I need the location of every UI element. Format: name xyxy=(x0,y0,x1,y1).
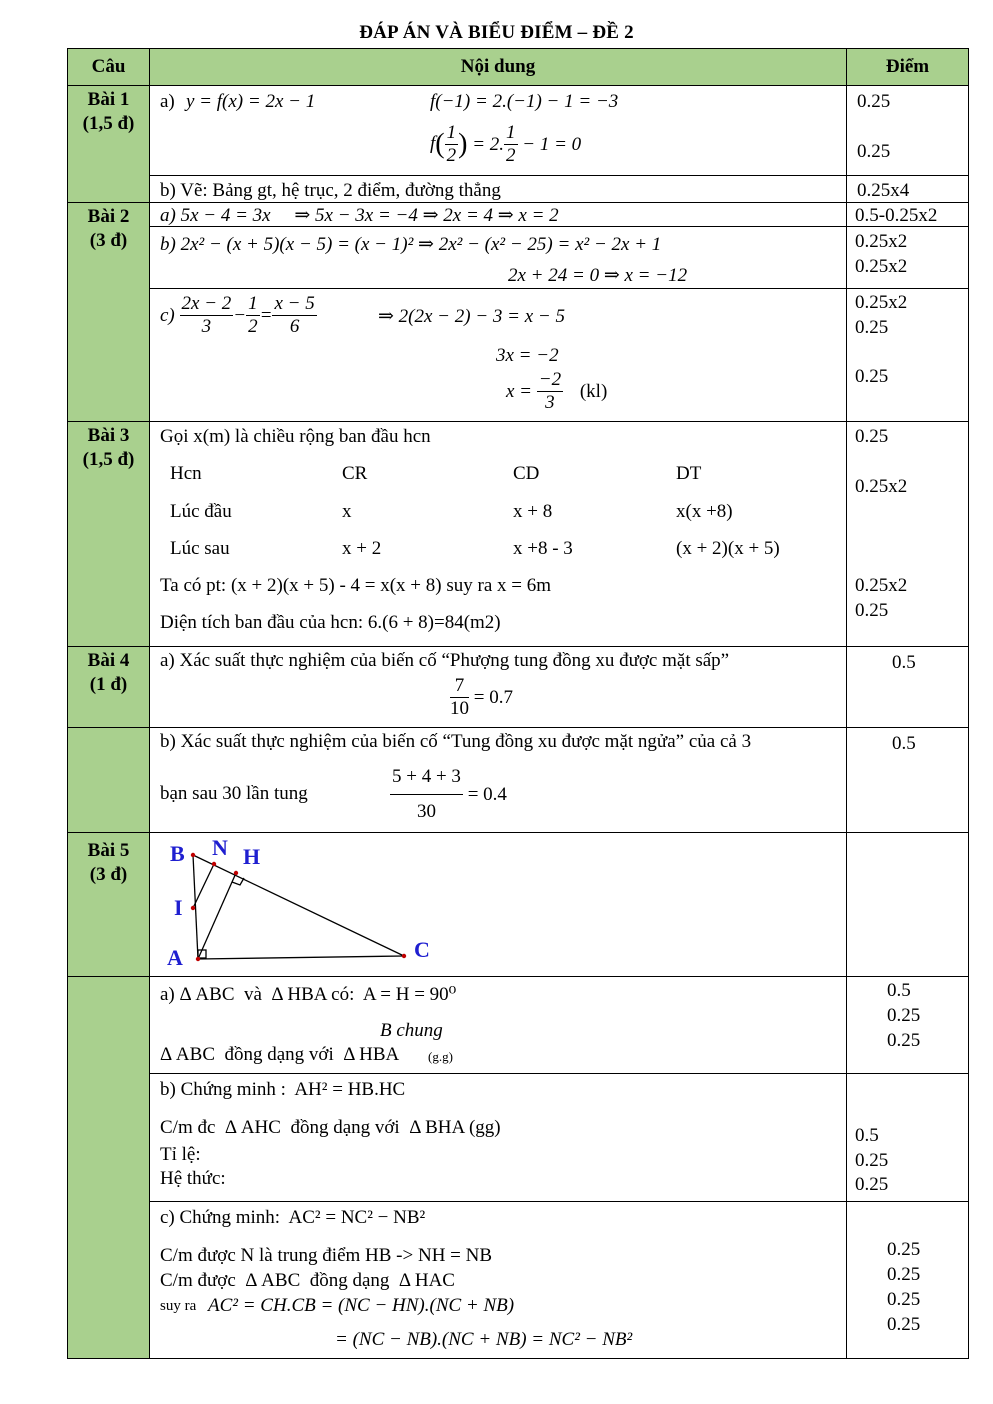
bai1-a-prefix: a) xyxy=(160,91,175,112)
bai3-r1-c4: x(x +8) xyxy=(676,501,733,522)
bai2-b-row xyxy=(68,227,969,289)
bai2-c-score2: 0.25 xyxy=(855,317,889,338)
bai5-figure-cell xyxy=(150,833,847,977)
label-b: B xyxy=(170,841,185,866)
bai3-r2-c3: x +8 - 3 xyxy=(513,538,573,559)
bai5-a-score-cell xyxy=(847,977,969,1074)
bai5-a-row xyxy=(68,977,969,1074)
bai1-label: Bài 1 xyxy=(87,89,130,110)
bai4-b-formula xyxy=(390,766,507,823)
bai4-b-line2: bạn sau 30 lần tung xyxy=(160,783,308,804)
bai5-b-score-cell xyxy=(847,1074,969,1202)
bai4-a-row xyxy=(68,647,969,728)
bai2-c-frac1-num: 2x − 2 xyxy=(181,293,232,314)
bai3-score1: 0.25 xyxy=(855,426,889,447)
bai4-a-content xyxy=(150,647,847,728)
bai5-b-row xyxy=(68,1074,969,1202)
header-diem: Điểm xyxy=(847,49,969,86)
bai5-a-gg: (g.g) xyxy=(428,1049,453,1064)
bai2-c-prefix: c) xyxy=(160,305,175,326)
bai5-label: Bài 5 xyxy=(87,840,130,861)
bai5-c-line2: C/m được N là trung điểm HB -> NH = NB xyxy=(160,1245,493,1266)
bai4-label-cell xyxy=(68,647,150,728)
bai2-c-frac1-den: 3 xyxy=(201,316,212,337)
bai3-points: (1,5 đ) xyxy=(82,449,135,470)
bai5-b-score1: 0.5 xyxy=(855,1125,879,1146)
bai2-c-r3-den: 3 xyxy=(545,392,555,413)
bai4-a-score: 0.5 xyxy=(892,652,916,673)
bai5-a-score3: 0.25 xyxy=(887,1030,921,1051)
bai4-b-score-cell xyxy=(847,728,969,833)
bai2-b-line1: b) 2x² − (x + 5)(x − 5) = (x − 1)² ⇒ 2x² − (x² − 25) = x² − 2x + 1 xyxy=(160,234,662,255)
bai2-c-r3-x: x = xyxy=(506,381,533,402)
point-n xyxy=(212,862,216,866)
bai5-b-line2: C/m đc Δ AHC đồng dạng với Δ BHA (gg) xyxy=(160,1117,501,1138)
bai2-c-row xyxy=(68,289,969,422)
bai3-r2-c4: (x + 2)(x + 5) xyxy=(676,538,780,559)
bai4-b-content xyxy=(150,728,847,833)
bai5-c-line3: C/m được Δ ABC đồng dạng Δ HAC xyxy=(160,1270,455,1291)
bai2-c-minus: − xyxy=(233,305,247,326)
bai2-points: (3 đ) xyxy=(89,230,128,251)
bai4-a-frac xyxy=(450,675,469,720)
bai5-label-cell xyxy=(68,833,150,977)
point-b xyxy=(191,853,195,857)
bai5-c-line5: = (NC − NB).(NC + NB) = NC² − NB² xyxy=(335,1329,633,1350)
bai4-label: Bài 4 xyxy=(87,650,130,671)
bai4-b-result: = 0.4 xyxy=(467,784,507,805)
bai2-c-frac3-num: x − 5 xyxy=(274,293,315,314)
bai1-a-eq2-mid: = 2. xyxy=(472,134,505,155)
bai4-a-text: a) Xác suất thực nghiệm của biến cố “Phượng tung đồng xu được mặt sấp” xyxy=(160,650,730,671)
bai5-a-score1: 0.5 xyxy=(887,980,911,1001)
bai4-a-num: 7 xyxy=(450,675,469,698)
header-cau: Câu xyxy=(68,49,150,86)
triangle-figure xyxy=(150,833,450,973)
label-c: C xyxy=(414,937,430,962)
bai3-score4: 0.25 xyxy=(855,600,889,621)
bai2-c-kl: (kl) xyxy=(579,381,608,402)
bai5-c-score1: 0.25 xyxy=(887,1239,921,1260)
point-i xyxy=(191,906,195,910)
bai2-a-content xyxy=(150,203,847,227)
bai5-b-line3: Tỉ lệ: xyxy=(160,1144,201,1165)
point-c xyxy=(402,954,406,958)
label-i: I xyxy=(174,895,183,920)
bai3-r1-c1: Lúc đầu xyxy=(170,501,232,522)
bai2-c-lhs xyxy=(160,293,317,338)
bai1-b-content xyxy=(150,176,847,203)
bai5-c-score4: 0.25 xyxy=(887,1314,921,1335)
segment-ac xyxy=(198,956,404,959)
bai1-a-row xyxy=(68,86,969,176)
bai4-b-frac xyxy=(390,766,463,823)
bai1-points: (1,5 đ) xyxy=(82,113,135,134)
bai5-a-line3: Δ ABC đồng dạng với Δ HBA xyxy=(160,1044,400,1065)
bai2-c-frac3 xyxy=(272,293,316,338)
bai1-frac1 xyxy=(445,122,459,167)
bai1-b-text: b) Vẽ: Bảng gt, hệ trục, 2 điểm, đường thẳng xyxy=(160,180,501,201)
bai2-c-score3: 0.25 xyxy=(855,366,889,387)
bai5-c-score-cell xyxy=(847,1202,969,1359)
bai5-c-content xyxy=(150,1202,847,1359)
bai2-a-score-cell xyxy=(847,203,969,227)
bai3-pt: Ta có pt: (x + 2)(x + 5) - 4 = x(x + 8) suy ra x = 6m xyxy=(160,575,552,596)
bai1-frac1-den: 2 xyxy=(446,145,457,166)
bai2-c-score-cell xyxy=(847,289,969,422)
bai1-a-eq2-f: f xyxy=(430,132,436,154)
bai3-label: Bài 3 xyxy=(87,425,130,446)
bai2-c-frac2-num: 1 xyxy=(248,293,258,314)
bai1-b-row xyxy=(68,176,969,203)
bai3-label-cell xyxy=(68,422,150,647)
bai4-b-num: 5 + 4 + 3 xyxy=(390,766,463,795)
bai2-label-cell xyxy=(68,203,150,422)
bai5-b-line4: Hệ thức: xyxy=(160,1168,226,1189)
bai3-score-cell xyxy=(847,422,969,647)
bai3-r2-c2: x + 2 xyxy=(342,538,382,559)
bai2-c-eq: = xyxy=(259,305,273,326)
point-a xyxy=(196,957,200,961)
bai5-figure-row xyxy=(68,833,969,977)
segment-in xyxy=(193,864,214,908)
bai3-r1-c2: x xyxy=(342,501,352,522)
bai1-frac2 xyxy=(504,122,518,167)
bai1-a-content xyxy=(150,86,847,176)
bai4-a-formula xyxy=(450,675,513,720)
bai2-c-r3-frac xyxy=(537,369,563,414)
label-n: N xyxy=(212,835,228,860)
bai1-frac2-num: 1 xyxy=(506,122,516,143)
bai5-points: (3 đ) xyxy=(89,864,128,885)
bai1-b-score-cell xyxy=(847,176,969,203)
bai4-b-den: 30 xyxy=(416,801,436,822)
bai2-a-text: a) 5x − 4 = 3x ⇒ 5x − 3x = −4 ⇒ 2x = 4 ⇒ x = 2 xyxy=(160,205,559,226)
bai5-c-row xyxy=(68,1202,969,1359)
bai2-c-frac1 xyxy=(180,293,234,338)
bai2-c-r2: 3x = −2 xyxy=(496,345,559,366)
bai1-a-eq2: f( $\frac{1}{2}$ ) = 2. $\frac{1}{2}$ − 1 = 0 xyxy=(430,122,582,166)
bai2-c-frac2 xyxy=(246,293,260,338)
bai2-label: Bài 2 xyxy=(87,206,130,227)
segment-bc xyxy=(193,855,404,956)
header-row xyxy=(68,49,969,86)
bai1-a-func: y = f(x) = 2x − 1 xyxy=(186,91,316,112)
bai5-figure-score-cell xyxy=(847,833,969,977)
header-noi-dung: Nội dung xyxy=(150,49,847,86)
bai5-c-score2: 0.25 xyxy=(887,1264,921,1285)
bai1-frac1-num: 1 xyxy=(446,122,457,143)
bai2-c-content xyxy=(150,289,847,422)
bai4-b-label-cell xyxy=(68,728,150,833)
bai5-a-content xyxy=(150,977,847,1074)
bai5-parts-label-cell xyxy=(68,977,150,1359)
bai3-score2: 0.25x2 xyxy=(855,476,908,497)
bai3-th-cd: CD xyxy=(513,463,540,484)
bai1-a-eq2-end: − 1 = 0 xyxy=(522,134,582,155)
bai1-a-score1: 0.25 xyxy=(857,91,891,112)
bai2-a-score: 0.5-0.25x2 xyxy=(855,205,938,226)
bai5-c-suyra: suy ra xyxy=(160,1298,197,1314)
bai3-score3: 0.25x2 xyxy=(855,575,908,596)
bai1-frac2-den: 2 xyxy=(506,145,516,166)
bai4-a-den: 10 xyxy=(450,698,469,719)
bai2-b-score1: 0.25x2 xyxy=(855,231,908,252)
bai2-a-row xyxy=(68,203,969,227)
bai3-th-dt: DT xyxy=(676,463,702,484)
bai2-c-r3 xyxy=(506,369,607,414)
label-h: H xyxy=(243,844,261,869)
answer-table xyxy=(67,48,969,1359)
bai5-a-line1: a) Δ ABC và Δ HBA có: A = H = 90⁰ xyxy=(160,984,457,1005)
bai5-b-line1: b) Chứng minh : AH² = HB.HC xyxy=(160,1079,406,1100)
bai4-b-row xyxy=(68,728,969,833)
bai3-content xyxy=(150,422,847,647)
bai3-intro: Gọi x(m) là chiều rộng ban đầu hcn xyxy=(160,426,431,447)
bai1-a-score-cell xyxy=(847,86,969,176)
bai5-c-line4: AC² = CH.CB = (NC − HN).(NC + NB) xyxy=(208,1295,515,1316)
bai5-c-score3: 0.25 xyxy=(887,1289,921,1310)
bai5-b-score3: 0.25 xyxy=(855,1174,889,1195)
bai4-a-result: = 0.7 xyxy=(473,687,513,708)
bai4-b-score: 0.5 xyxy=(892,733,916,754)
page-title: ĐÁP ÁN VÀ BIỂU ĐIỂM – ĐỀ 2 xyxy=(359,22,634,43)
bai3-area: Diện tích ban đầu của hcn: 6.(6 + 8)=84(m2) xyxy=(160,612,501,633)
bai2-c-frac2-den: 2 xyxy=(248,316,258,337)
bai3-row xyxy=(68,422,969,647)
bai4-points: (1 đ) xyxy=(89,674,128,695)
bai3-r1-c3: x + 8 xyxy=(513,501,553,522)
bai2-b-score-cell xyxy=(847,227,969,289)
bai5-a-line2: B chung xyxy=(380,1020,443,1041)
bai2-c-r1: ⇒ 2(2x − 2) − 3 = x − 5 xyxy=(378,306,565,327)
bai1-a-eq1: f(−1) = 2.(−1) − 1 = −3 xyxy=(430,91,619,112)
bai1-b-score: 0.25x4 xyxy=(857,180,910,201)
bai2-b-content xyxy=(150,227,847,289)
label-a: A xyxy=(167,945,183,970)
bai5-b-score2: 0.25 xyxy=(855,1150,889,1171)
bai2-c-frac3-den: 6 xyxy=(289,316,300,337)
bai5-c-line1: c) Chứng minh: AC² = NC² − NB² xyxy=(160,1207,426,1228)
bai2-c-score1: 0.25x2 xyxy=(855,292,908,313)
bai2-c-r3-num: −2 xyxy=(538,369,562,390)
bai1-label-cell xyxy=(68,86,150,203)
bai2-b-line2: 2x + 24 = 0 ⇒ x = −12 xyxy=(508,265,688,286)
bai3-th-hcn: Hcn xyxy=(170,463,202,484)
bai2-b-score2: 0.25x2 xyxy=(855,256,908,277)
bai4-a-score-cell xyxy=(847,647,969,728)
bai4-b-line1: b) Xác suất thực nghiệm của biến cố “Tung đồng xu được mặt ngửa” của cả 3 xyxy=(160,731,752,752)
bai5-b-content xyxy=(150,1074,847,1202)
bai3-th-cr: CR xyxy=(342,463,368,484)
point-h xyxy=(234,871,238,875)
bai5-a-score2: 0.25 xyxy=(887,1005,921,1026)
bai3-r2-c1: Lúc sau xyxy=(170,538,230,559)
bai1-a-score2: 0.25 xyxy=(857,141,891,162)
